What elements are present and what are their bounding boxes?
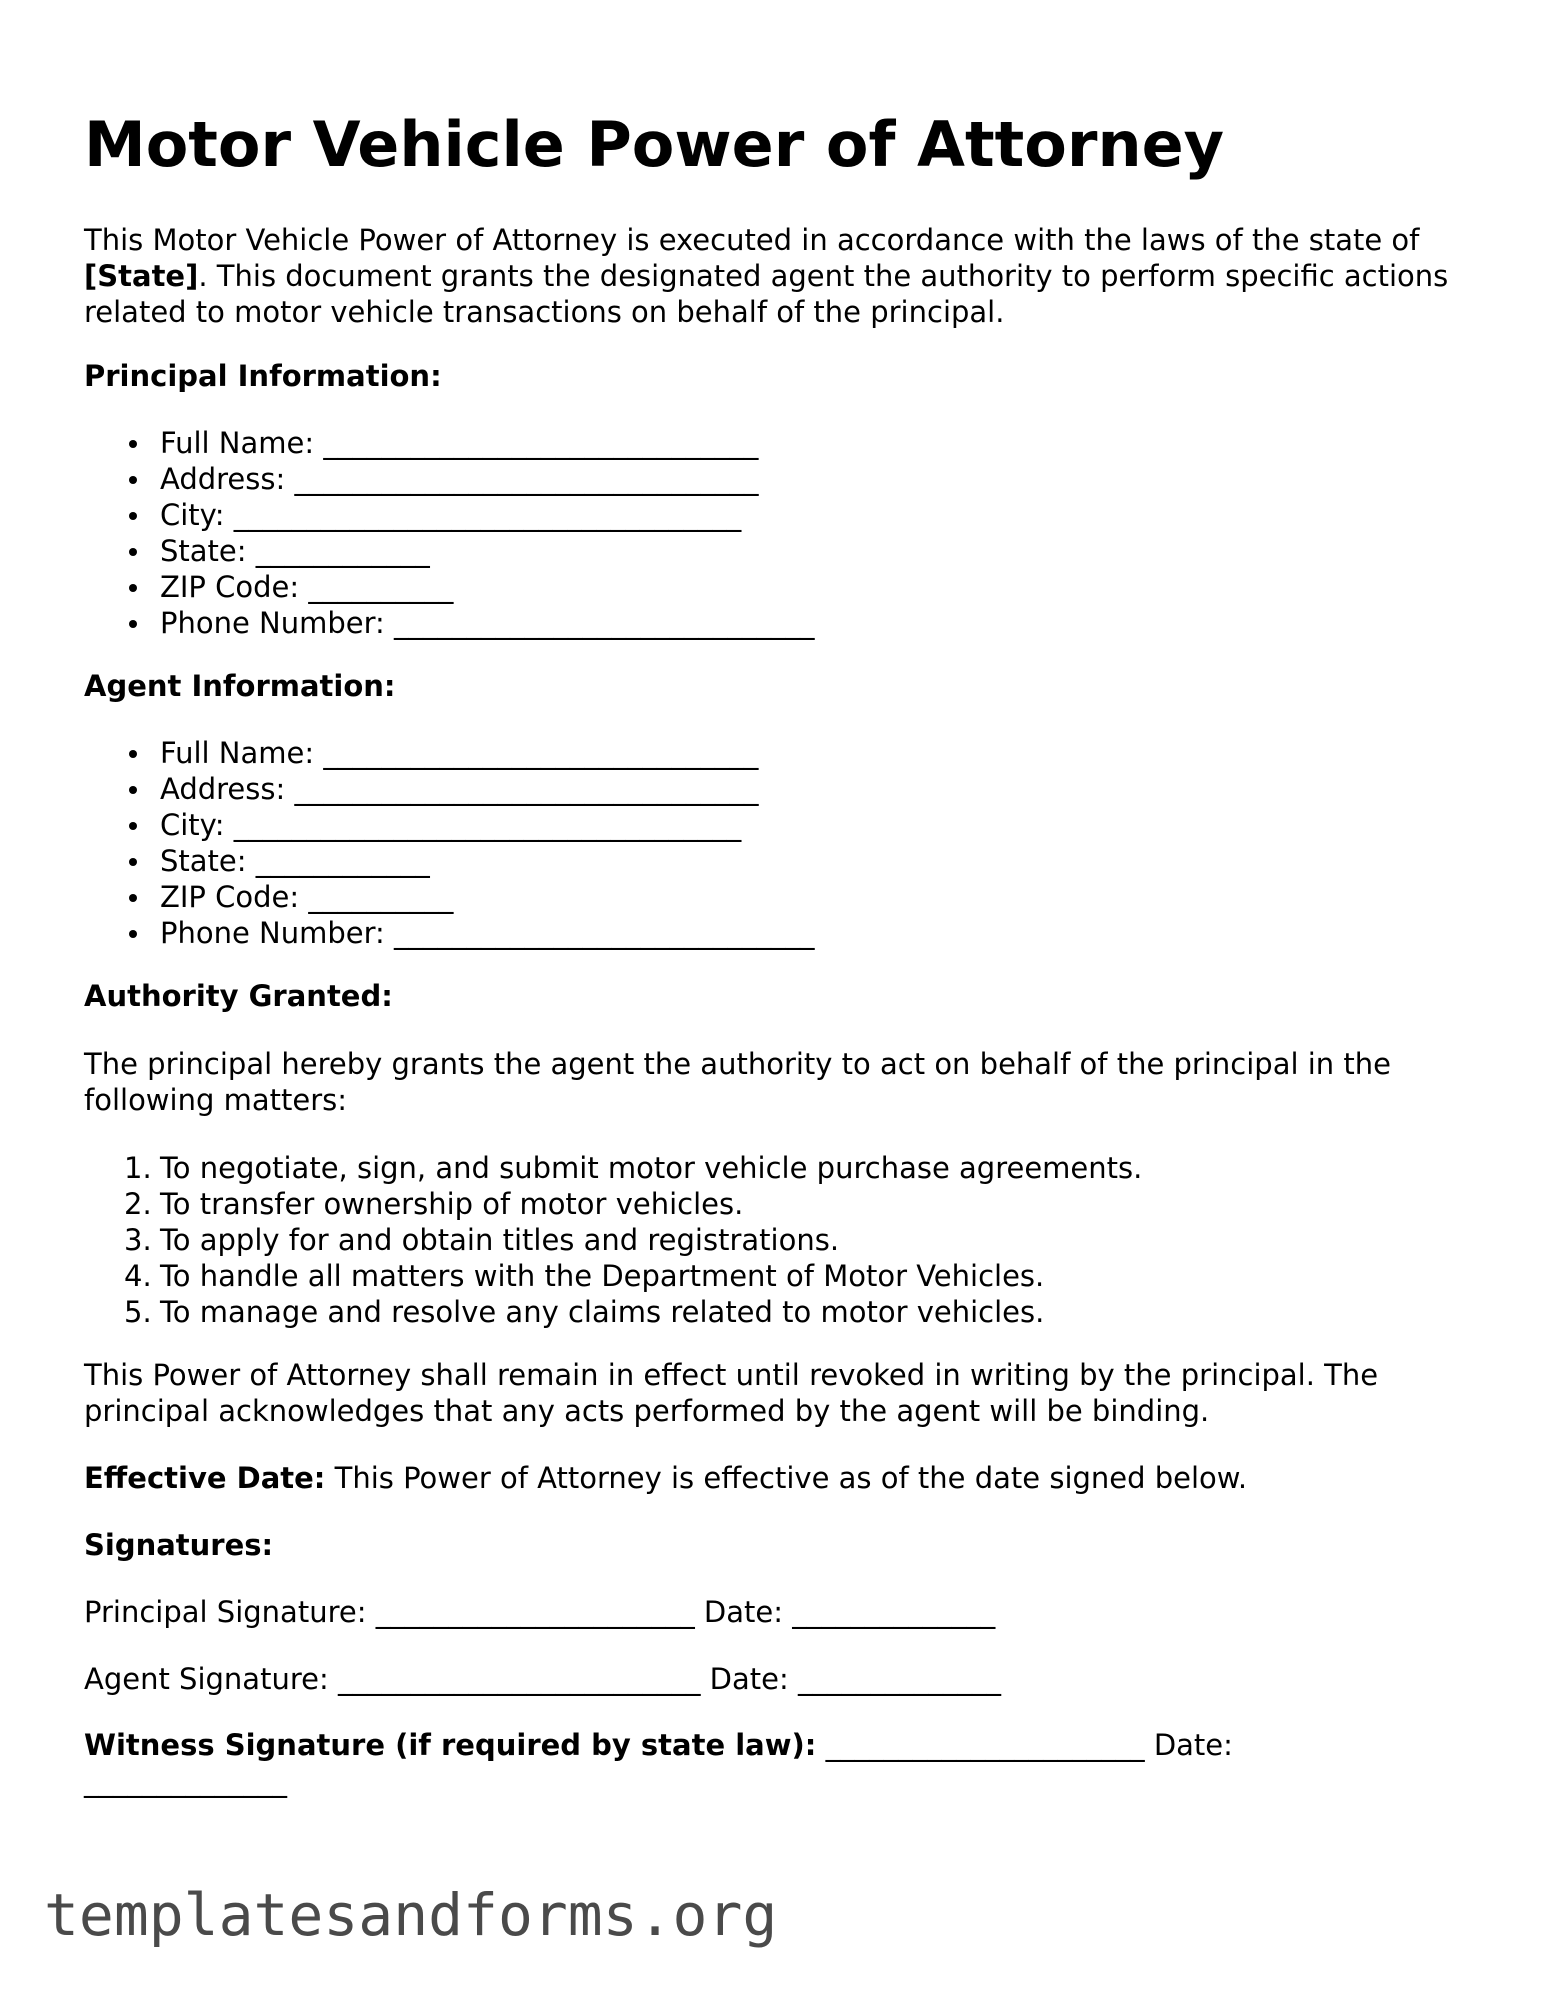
- agent-city: City: ___________________________________: [84, 807, 815, 843]
- authority-item: 5. To manage and resolve any claims related to motor vehicles.: [124, 1295, 1045, 1329]
- witness-date-label: Date:: [1153, 1728, 1233, 1762]
- agent-date-label: Date:: [709, 1662, 789, 1696]
- principal-date-blank[interactable]: ______________: [792, 1595, 996, 1629]
- authority-list: [84, 1150, 1142, 1330]
- witness-signature-label: Witness Signature (if required by state law):: [84, 1728, 817, 1762]
- state-placeholder: [State]: [84, 259, 199, 293]
- agent-city-blank[interactable]: ___________________________________: [233, 808, 742, 842]
- witness-signature-blank[interactable]: ______________________: [825, 1728, 1145, 1762]
- principal-phone: Phone Number: _____________________________: [84, 605, 815, 641]
- witness-date-blank[interactable]: ______________: [84, 1764, 287, 1798]
- principal-zip-blank[interactable]: __________: [308, 570, 454, 604]
- witness-signature-line: [84, 1727, 1424, 1799]
- principal-full-name-blank[interactable]: ______________________________: [323, 426, 759, 460]
- intro-text-part2: . This document grants the designated agent the authority to perform specific actions related to motor vehicle transactions on behalf of the principal.: [84, 259, 1449, 329]
- agent-signature-blank[interactable]: _________________________: [337, 1662, 701, 1696]
- principal-signature-label: Principal Signature:: [84, 1595, 367, 1629]
- agent-address-blank[interactable]: ________________________________: [294, 772, 759, 806]
- authority-item: 1. To negotiate, sign, and submit motor vehicle purchase agreements.: [124, 1151, 1143, 1185]
- principal-phone-blank[interactable]: _____________________________: [394, 606, 815, 640]
- agent-state-blank[interactable]: ____________: [255, 844, 430, 878]
- agent-address: Address: ________________________________: [84, 771, 815, 807]
- agent-phone-blank[interactable]: _____________________________: [394, 916, 815, 950]
- principal-fields: [84, 425, 815, 641]
- principal-address-blank[interactable]: ________________________________: [294, 462, 759, 496]
- authority-item: 4. To handle all matters with the Department of Motor Vehicles.: [124, 1259, 1045, 1293]
- principal-signature-line: [84, 1594, 995, 1630]
- authority-item: 3. To apply for and obtain titles and registrations.: [124, 1223, 840, 1257]
- principal-date-label: Date:: [703, 1595, 783, 1629]
- agent-phone: Phone Number: _____________________________: [84, 915, 815, 951]
- authority-heading: Authority Granted:: [84, 979, 393, 1013]
- principal-zip: ZIP Code: __________: [84, 569, 815, 605]
- authority-item: 2. To transfer ownership of motor vehicles.: [124, 1187, 744, 1221]
- principal-state: State: ____________: [84, 533, 815, 569]
- agent-fields: [84, 735, 815, 951]
- principal-heading: Principal Information:: [84, 359, 442, 393]
- principal-state-blank[interactable]: ____________: [255, 534, 430, 568]
- agent-full-name: Full Name: ______________________________: [84, 735, 815, 771]
- effective-date-text: This Power of Attorney is effective as of the date signed below.: [325, 1461, 1248, 1495]
- intro-text-part1: This Motor Vehicle Power of Attorney is executed in accordance with the laws of the state of: [84, 223, 1420, 257]
- agent-state: State: ____________: [84, 843, 815, 879]
- agent-signature-line: [84, 1661, 1001, 1697]
- agent-zip: ZIP Code: __________: [84, 879, 815, 915]
- intro-paragraph: [84, 222, 1464, 330]
- watermark-logo: templatesandforms.org: [44, 1881, 778, 1949]
- principal-address: Address: ________________________________: [84, 461, 815, 497]
- agent-signature-label: Agent Signature:: [84, 1662, 329, 1696]
- principal-full-name: Full Name: ______________________________: [84, 425, 815, 461]
- effective-date-label: Effective Date:: [84, 1461, 326, 1495]
- principal-city: City: ___________________________________: [84, 497, 815, 533]
- principal-signature-blank[interactable]: ______________________: [375, 1595, 695, 1629]
- agent-date-blank[interactable]: ______________: [797, 1662, 1001, 1696]
- principal-city-blank[interactable]: ___________________________________: [233, 498, 742, 532]
- agent-full-name-blank[interactable]: ______________________________: [323, 736, 759, 770]
- signatures-heading: Signatures:: [84, 1528, 274, 1562]
- effect-paragraph: This Power of Attorney shall remain in effect until revoked in writing by the principal. The principal acknowledges that any acts performed by the agent will be binding.: [84, 1358, 1379, 1428]
- authority-intro: The principal hereby grants the agent the authority to act on behalf of the principal in the following matters:: [84, 1047, 1391, 1117]
- agent-zip-blank[interactable]: __________: [308, 880, 454, 914]
- agent-heading: Agent Information:: [84, 669, 396, 703]
- effective-date-paragraph: [84, 1460, 1247, 1496]
- document-title: Motor Vehicle Power of Attorney: [84, 108, 1225, 181]
